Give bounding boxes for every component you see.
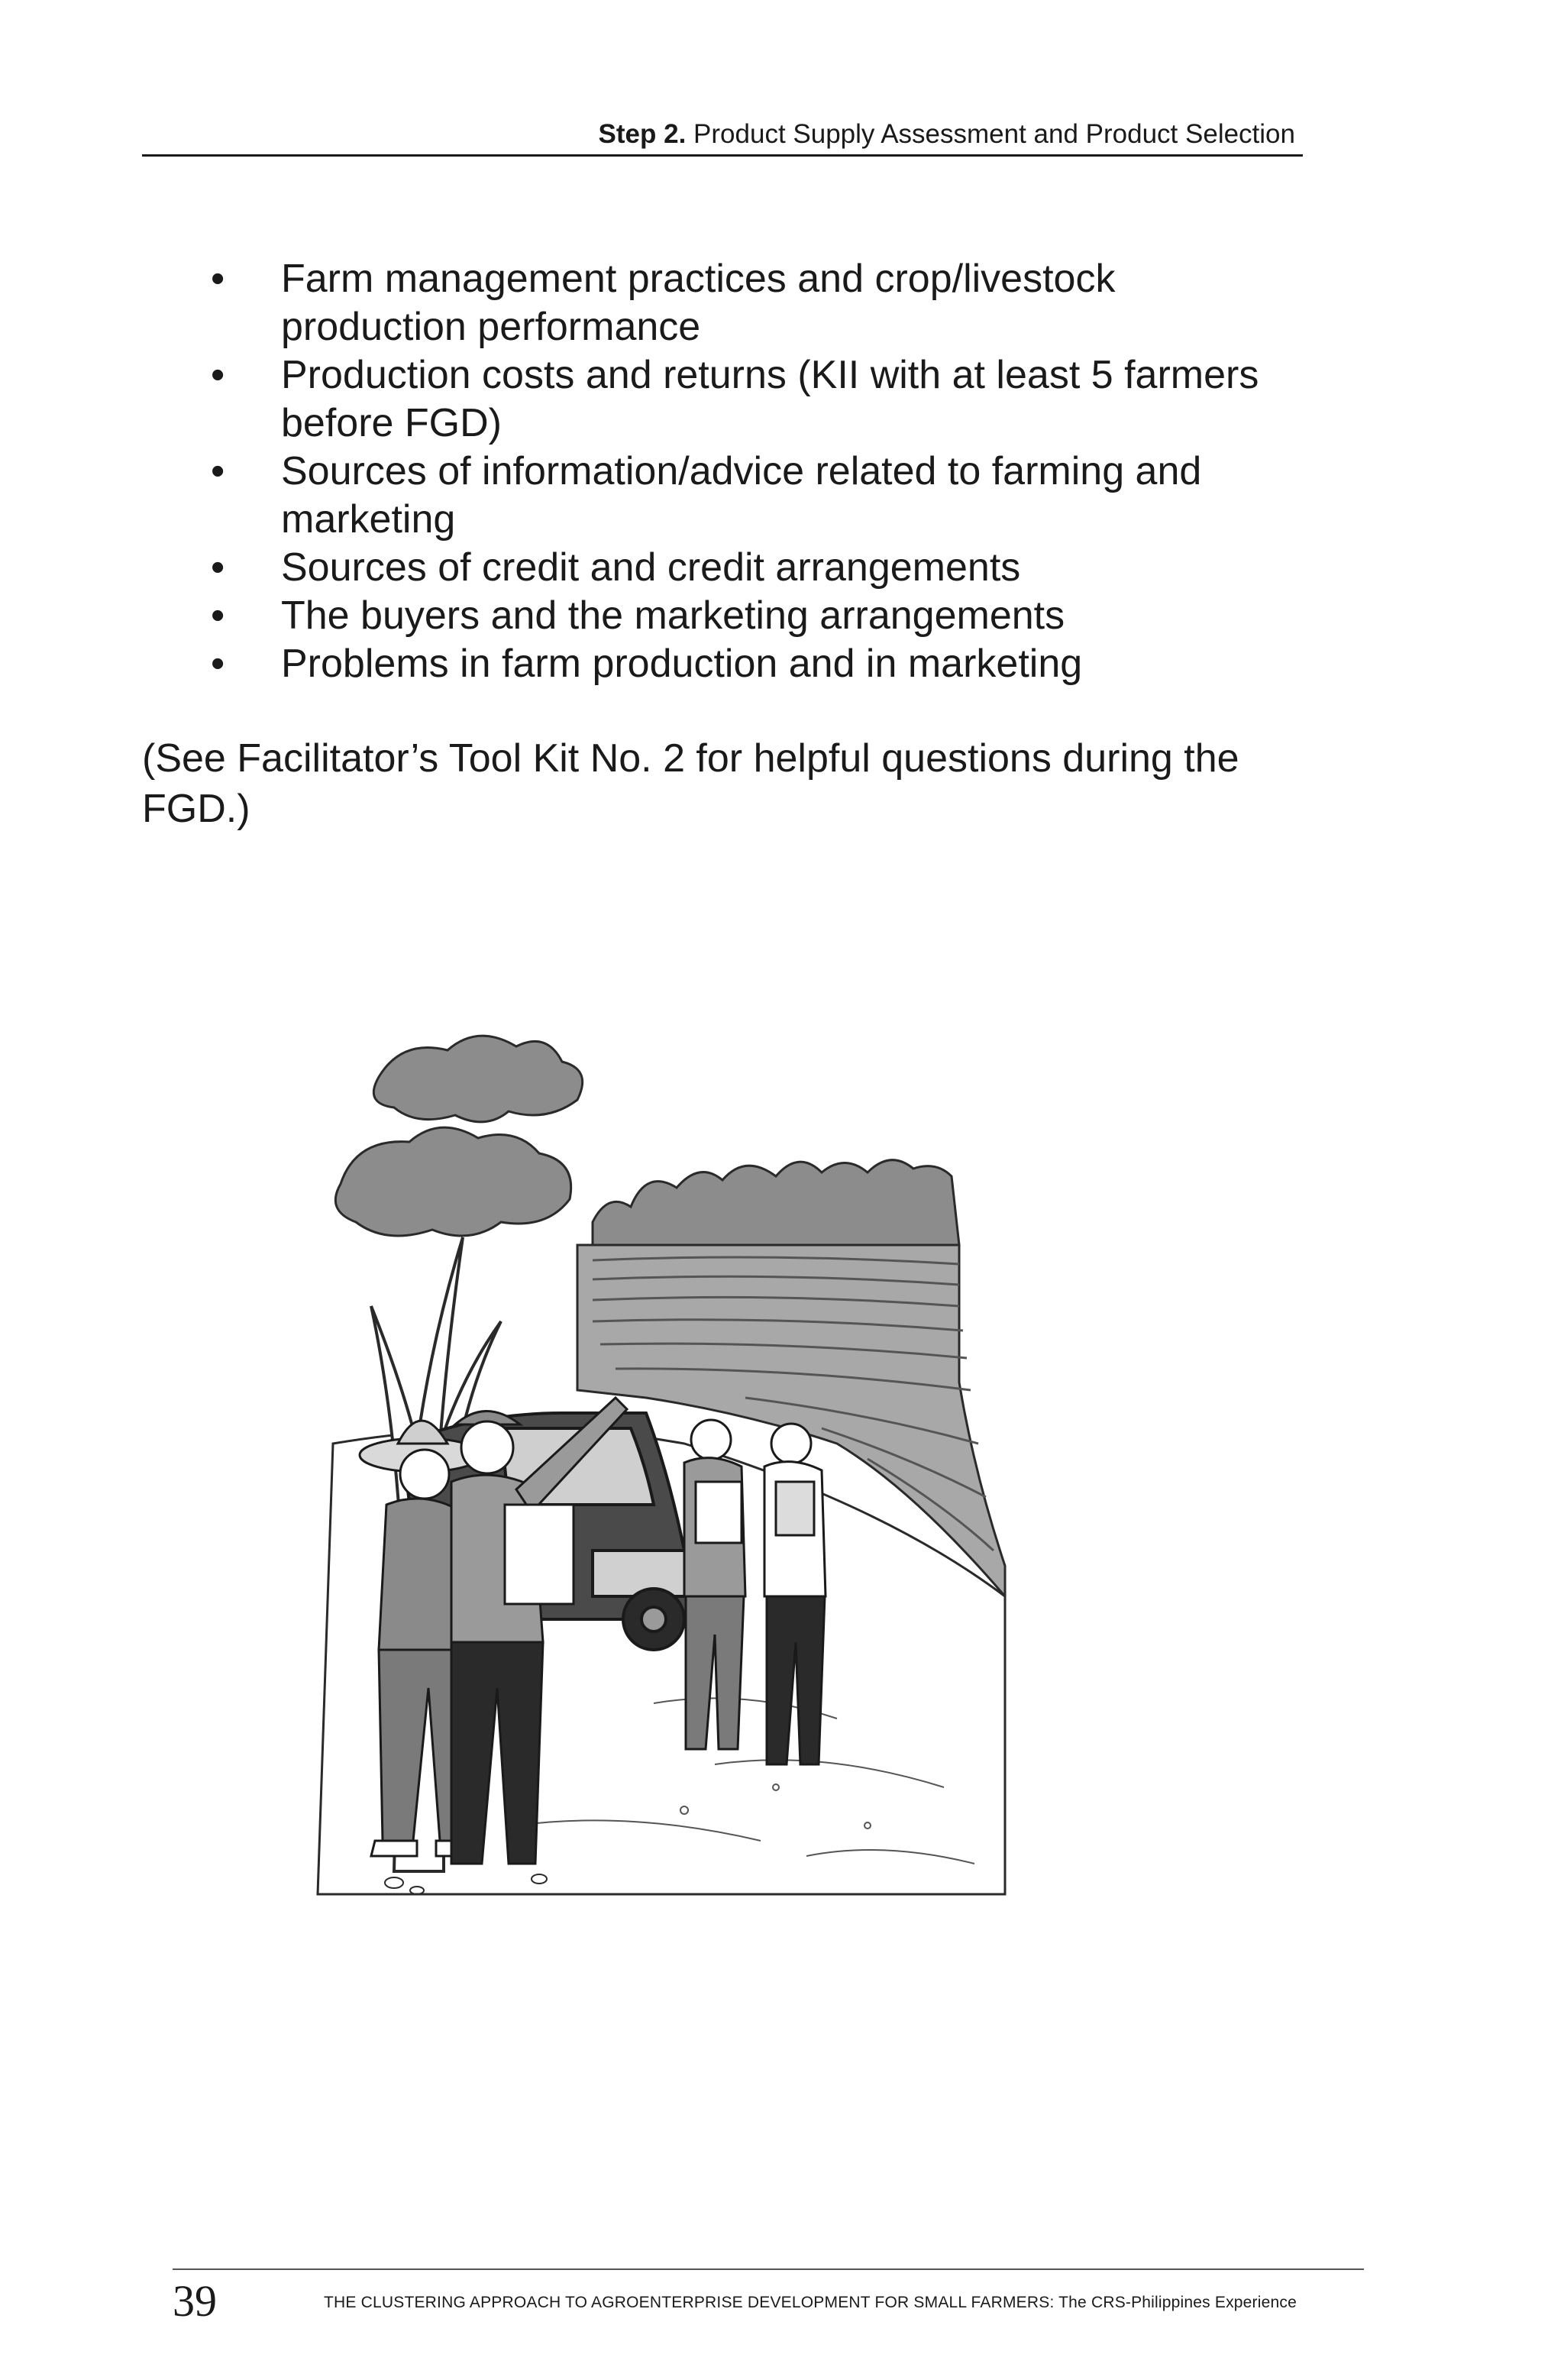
farmers-field-illustration-icon [287,1016,1089,1917]
illustration-svg [287,1016,1089,1917]
list-item-text: Problems in farm production and in marketing [281,642,1083,686]
footer-book-title: THE CLUSTERING APPROACH TO AGROENTERPRISE DEVELOPMENT FOR SMALL FARMERS: The CRS-Philippines Experience [324,2294,1297,2311]
footer-rule [173,2268,1364,2270]
bullet-list [206,255,1298,688]
tree-canopy [373,1036,582,1122]
bullet-icon: • [211,449,225,493]
bullet-icon: • [211,545,225,590]
header-step-label: Step 2. [598,119,687,149]
list-item [206,640,1298,688]
tree-canopy-lower [335,1127,570,1236]
note-paragraph: (See Facilitator’s Tool Kit No. 2 for helpful questions during the FGD.) [142,736,1239,831]
bullet-icon: • [211,593,225,638]
list-item-text: Sources of credit and credit arrangements [281,545,1021,590]
bullet-icon: • [211,642,225,686]
list-item [206,544,1298,592]
bullet-icon: • [211,257,225,301]
bullet-icon: • [211,353,225,397]
list-item [206,351,1298,448]
list-item-text: Farm management practices and crop/livestock production performance [281,257,1116,349]
list-item-text: Sources of information/advice related to farming and marketing [281,449,1202,542]
running-header [142,115,1303,157]
list-item [206,255,1298,351]
treeline [593,1160,959,1245]
header-text [599,119,1295,150]
page-number: 39 [173,2276,217,2326]
header-title: Product Supply Assessment and Product Selection [693,119,1295,149]
list-item [206,592,1298,640]
list-item-text: Production costs and returns (KII with at least 5 farmers before FGD) [281,353,1259,445]
list-item-text: The buyers and the marketing arrangements [281,593,1065,638]
list-item [206,448,1298,544]
